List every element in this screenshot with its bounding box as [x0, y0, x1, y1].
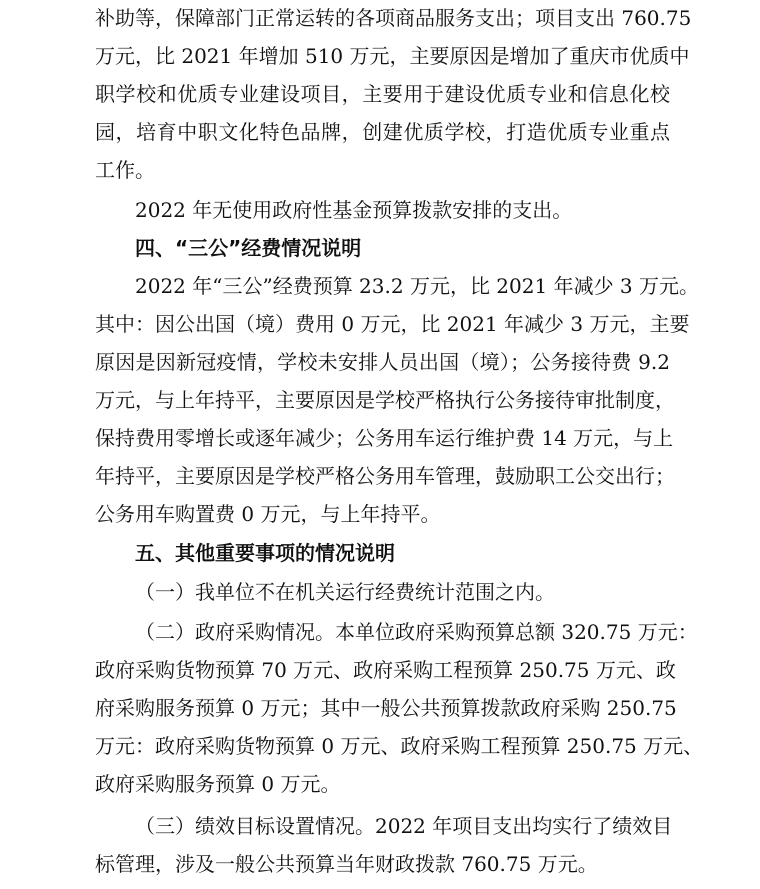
text-line: 园，培育中职文化特色品牌，创建优质学校，打造优质专业重点: [95, 120, 670, 144]
text-line: 万元：政府采购货物预算 0 万元、政府采购工程预算 250.75 万元、: [95, 734, 704, 758]
text-line: 工作。: [95, 158, 155, 182]
text-line: （一）我单位不在机关运行经费统计范围之内。: [135, 580, 555, 604]
text-line: 保持费用零增长或逐年减少；公务用车运行维护费 14 万元，与上: [95, 426, 674, 450]
text-line: 政府采购货物预算 70 万元、政府采购工程预算 250.75 万元、政: [95, 658, 676, 682]
text-line: 政府采购服务预算 0 万元。: [95, 772, 341, 796]
text-line: 补助等，保障部门正常运转的各项商品服务支出；项目支出 760.75: [95, 6, 692, 30]
text-line: 标管理，涉及一般公共预算当年财政拨款 760.75 万元。: [95, 852, 598, 876]
text-line: 2022 年“三公”经费预算 23.2 万元，比 2021 年减少 3 万元。: [135, 274, 700, 298]
text-line: 职学校和优质专业建设项目，主要用于建设优质专业和信息化校: [95, 82, 670, 106]
text-line: 2022 年无使用政府性基金预算拨款安排的支出。: [135, 198, 573, 222]
text-line: （二）政府采购情况。本单位政府采购预算总额 320.75 万元：: [135, 620, 698, 644]
text-line: 万元，比 2021 年增加 510 万元，主要原因是增加了重庆市优质中: [95, 44, 690, 68]
text-line: 其中：因公出国（境）费用 0 万元，比 2021 年减少 3 万元，主要: [95, 312, 690, 336]
text-line: 原因是因新冠疫情，学校未安排人员出国（境）；公务接待费 9.2: [95, 350, 670, 374]
text-line: 公务用车购置费 0 万元，与上年持平。: [95, 502, 441, 526]
text-line: 年持平，主要原因是学校严格公务用车管理，鼓励职工公交出行；: [95, 464, 675, 488]
text-line: 府采购服务预算 0 万元；其中一般公共预算拨款政府采购 250.75: [95, 696, 677, 720]
text-line: 万元，与上年持平，主要原因是学校严格执行公务接待审批制度，: [95, 388, 675, 412]
text-line: （三）绩效目标设置情况。2022 年项目支出均实行了绩效目: [135, 814, 673, 838]
section-heading-other-matters: 五、其他重要事项的情况说明: [135, 541, 395, 565]
section-heading-three-public: 四、“三公”经费情况说明: [135, 236, 362, 260]
